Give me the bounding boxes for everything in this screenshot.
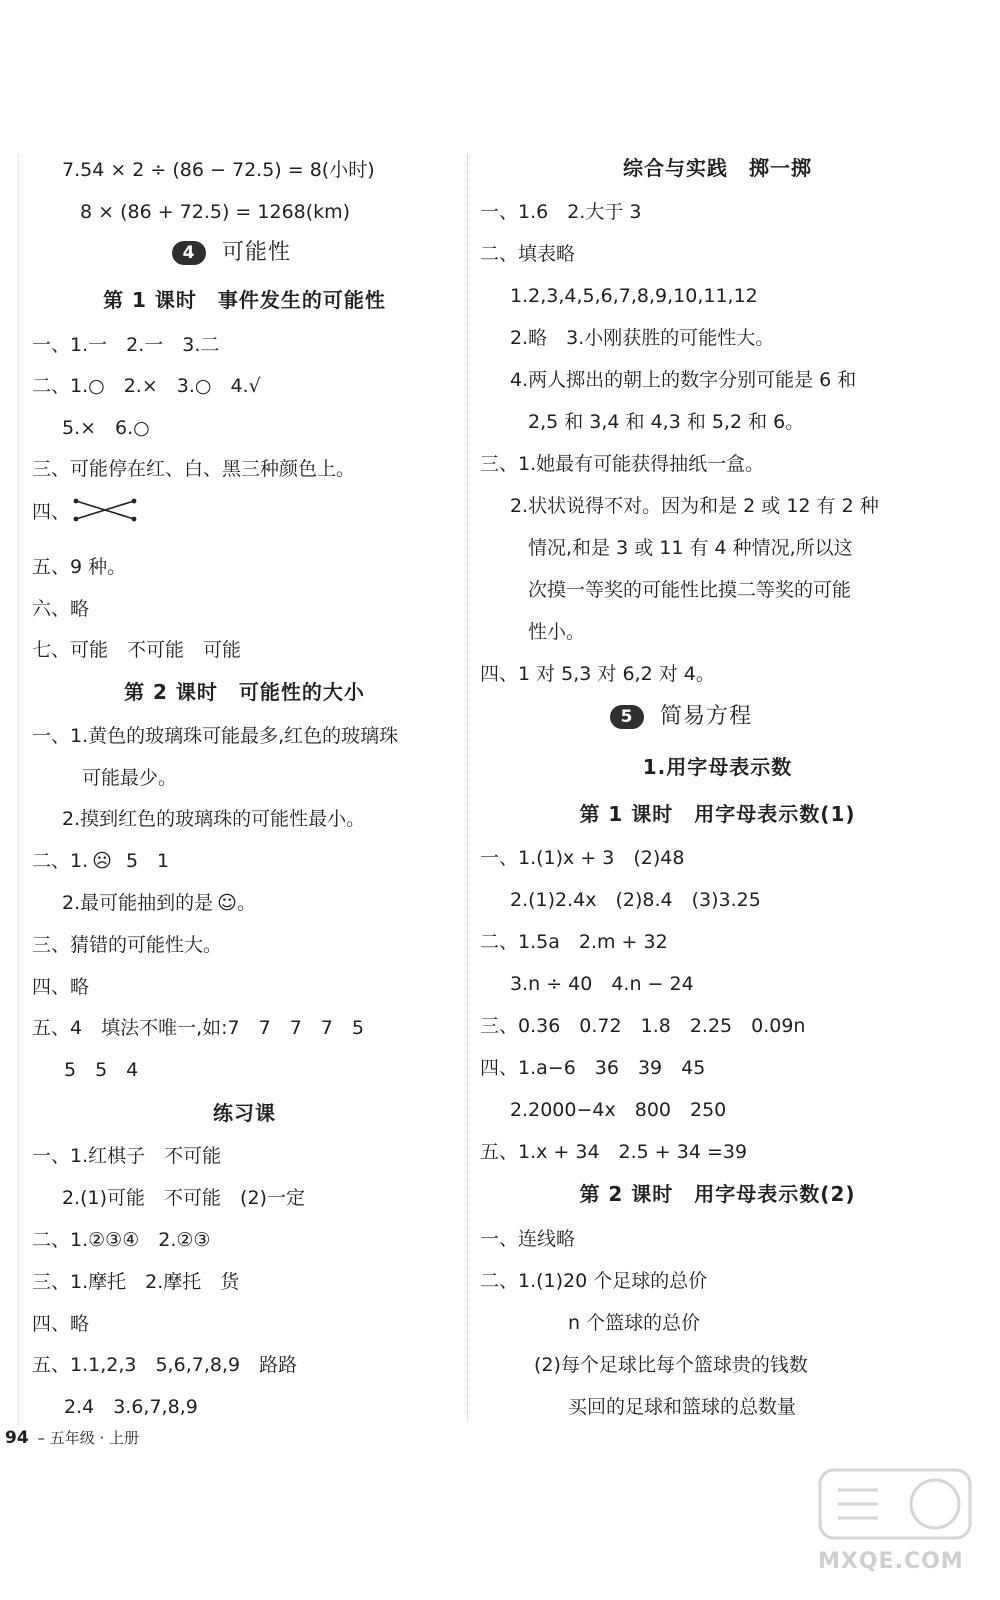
answer-line: 2,5 和 3,4 和 4,3 和 5,2 和 6。 [528,411,805,433]
answer-line: 1.2,3,4,5,6,7,8,9,10,11,12 [510,285,758,307]
answer-line: 8 × (86 + 72.5) = 1268(km) [80,201,351,223]
answer-line: 二、填表略 [480,243,576,265]
answer-line: 四、1.a−6 36 39 45 [480,1057,706,1079]
answer-line: 二、1.②③④ 2.②③ [32,1229,211,1251]
answer-line: 7.54 × 2 ÷ (86 − 72.5) = 8(小时) [62,159,375,181]
practice-title: 练习课 [213,1101,276,1125]
answer-line: 一、1.6 2.大于 3 [480,201,642,223]
watermark-logo [810,1460,980,1580]
answer-line: 5 5 4 [64,1059,139,1081]
answer-line: 四、 [32,501,71,523]
answer-line: 4.两人掷出的朝上的数字分别可能是 6 和 [510,369,857,391]
chapter-4-heading [172,238,291,268]
answer-line: 2.4 3.6,7,8,9 [64,1396,198,1418]
answer-line: 2.(1)可能 不可能 (2)一定 [62,1187,305,1209]
answer-line: 一、1.黄色的玻璃珠可能最多,红色的玻璃珠 [32,725,399,747]
answer-line: 2.略 3.小刚获胜的可能性大。 [510,327,775,349]
answer-line: 2.(1)2.4x (2)8.4 (3)3.25 [510,889,761,911]
chapter-title: 可能性 [222,240,292,265]
chapter-number-badge: 4 [172,241,206,265]
answer-line: 买回的足球和篮球的总数量 [568,1396,797,1418]
answer-line: 三、1.她最有可能获得抽纸一盒。 [480,453,765,475]
chapter-5-heading [610,702,752,732]
answer-line: 四、1 对 5,3 对 6,2 对 4。 [480,663,715,685]
answer-line: 次摸一等奖的可能性比摸二等奖的可能 [528,579,852,601]
answer-line: 二、1.(1)20 个足球的总价 [480,1270,708,1292]
answer-period: 。 [236,892,256,914]
answer-line: 五、1.x + 34 2.5 + 34 =39 [480,1141,748,1163]
answer-line: 一、连线略 [480,1228,576,1250]
answer-line: 性小。 [528,621,586,643]
chapter-number-badge: 5 [610,705,644,729]
answer-line: 三、猜错的可能性大。 [32,934,223,956]
answer-line: 5.× 6.○ [62,417,150,439]
matching-lines-diagram [70,496,142,524]
answer-line: 一、1.(1)x + 3 (2)48 [480,847,685,869]
answer-line: 三、0.36 0.72 1.8 2.25 0.09n [480,1015,806,1037]
sad-face-icon: ☹ [92,850,112,872]
answer-line: 五、1.1,2,3 5,6,7,8,9 路路 [32,1354,298,1376]
answer-line: 四、略 [32,976,90,998]
answer-line: 二、1.○ 2.× 3.○ 4.√ [32,375,261,397]
answer-line: 2.2000−4x 800 250 [510,1099,727,1121]
answer-line: 二、1.5a 2.m + 32 [480,931,668,953]
answer-line: 情况,和是 3 或 11 有 4 种情况,所以这 [528,537,853,559]
answer-line: 2.摸到红色的玻璃珠的可能性最小。 [62,808,366,830]
answer-line [32,849,169,873]
left-gutter-line [18,155,19,1425]
answer-text: 2.最可能抽到的是 [62,892,214,914]
answer-line: 3.n ÷ 40 4.n − 24 [510,973,694,995]
answer-line: n 个篮球的总价 [568,1312,701,1334]
subchapter-title: 1.用字母表示数 [642,755,793,779]
answer-line: 一、1.一 2.一 3.二 [32,334,220,356]
answer-line: 七、可能 不可能 可能 [32,639,242,661]
answer-line: 可能最少。 [82,767,178,789]
answer-line: (2)每个足球比每个篮球贵的钱数 [534,1354,808,1376]
chapter-title: 简易方程 [660,704,753,729]
section-title: 综合与实践 掷一掷 [623,156,812,180]
page-number: 94 [5,1428,29,1448]
smiley-face-icon: ☺ [217,892,237,914]
answer-line: 六、略 [32,598,90,620]
book-label: – 五年级 · 上册 [37,1429,140,1447]
answer-line: 2.状状说得不对。因为和是 2 或 12 有 2 种 [510,495,879,517]
answer-line: 一、1.红棋子 不可能 [32,1145,222,1167]
answer-line: 三、1.摩托 2.摩托 货 [32,1271,240,1293]
answer-line [62,891,256,915]
answer-line: 四、略 [32,1313,90,1335]
answer-line: 五、9 种。 [32,556,127,578]
answer-values: 5 1 [125,850,170,872]
page-footer [5,1428,139,1448]
lesson-title: 第 2 课时 用字母表示数(2) [579,1182,856,1206]
answer-prefix: 二、1. [32,850,89,872]
lesson-title: 第 1 课时 用字母表示数(1) [579,802,856,826]
watermark-text: MXQE.COM [818,1549,964,1574]
lesson-title: 第 2 课时 可能性的大小 [124,680,365,704]
answer-line: 三、可能停在红、白、黑三种颜色上。 [32,458,356,480]
answer-line: 五、4 填法不唯一,如:7 7 7 7 5 [32,1017,364,1039]
column-divider [467,155,468,1420]
lesson-title: 第 1 课时 事件发生的可能性 [103,288,386,312]
